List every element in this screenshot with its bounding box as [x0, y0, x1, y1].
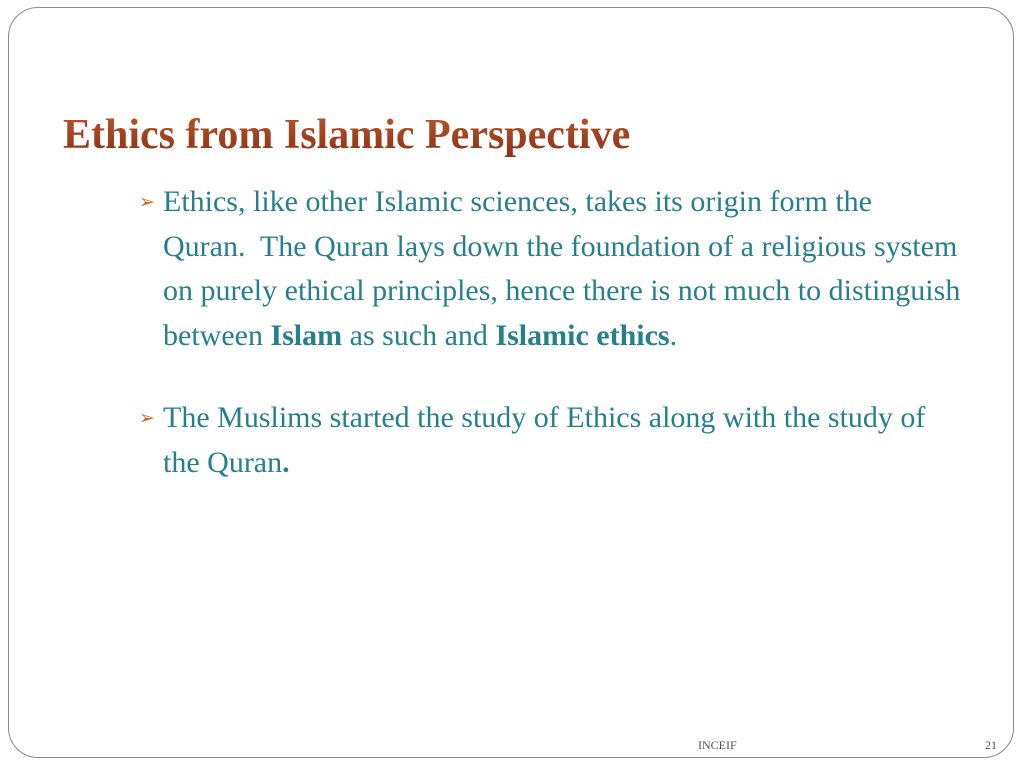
- bullet-text-segment: The Muslims started the study of Ethics along with the study of the Quran: [163, 401, 926, 479]
- bullet-text: [163, 185, 960, 352]
- arrowhead-bullet-icon: ➢: [139, 407, 155, 429]
- bullet-text-segment: Ethics, like other Islamic sciences, takes its origin form the Quran. The Quran lays down the foundation of a religious system on purely ethical principles, hence there is not much to distinguish between: [163, 185, 961, 352]
- bullet-text-segment: .: [669, 318, 678, 352]
- footer-organization: INCEIF: [698, 738, 737, 752]
- slide: [8, 7, 1014, 758]
- bullet-bold-term: Islamic ethics: [495, 318, 670, 352]
- bullet-bold-term: .: [282, 445, 290, 479]
- bullet-list: [139, 180, 969, 485]
- bullet-bold-term: Islam: [270, 318, 343, 352]
- slide-title: Ethics from Islamic Perspective: [63, 112, 631, 158]
- bullet-text: [163, 401, 925, 479]
- arrowhead-bullet-icon: ➢: [139, 191, 155, 213]
- page-number: 21: [985, 738, 997, 752]
- bullet-item: [139, 396, 969, 485]
- bullet-text-segment: as such and: [342, 318, 496, 352]
- bullet-item: [139, 180, 969, 358]
